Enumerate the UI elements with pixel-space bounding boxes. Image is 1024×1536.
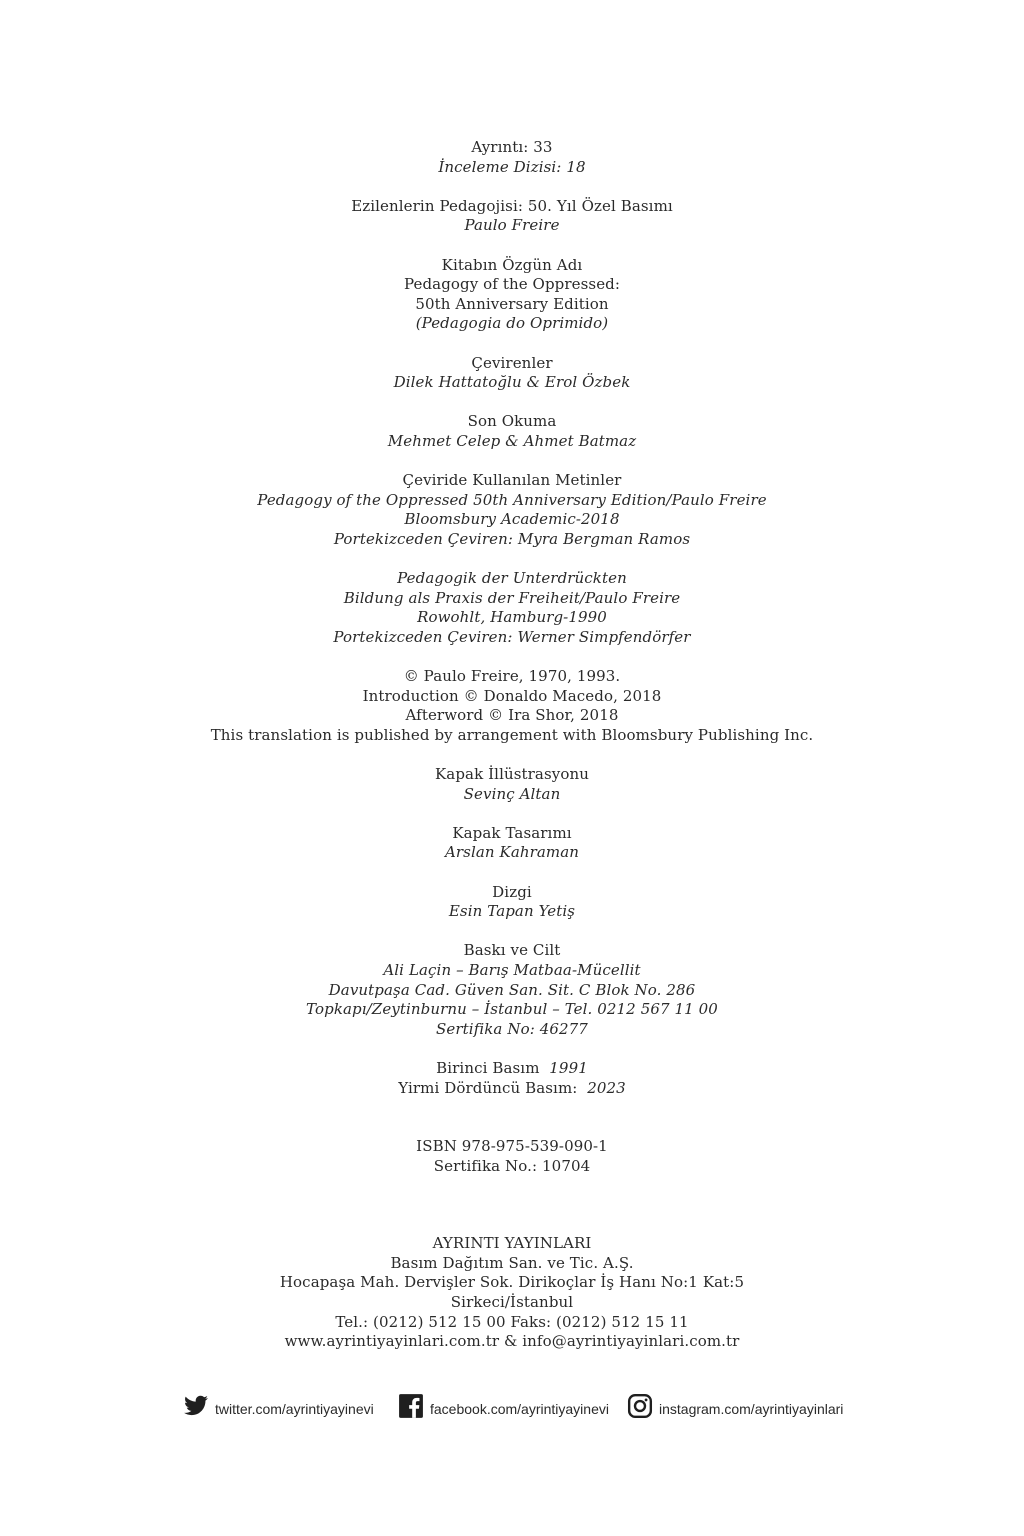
copyright-line: © Paulo Freire, 1970, 1993. <box>403 667 621 686</box>
current-edition <box>0 1079 1024 1099</box>
instagram-icon <box>627 1393 653 1419</box>
source-text-line: Pedagogy of the Oppressed 50th Anniversary Edition/Paulo Freire <box>257 490 767 509</box>
source-texts-label: Çeviride Kullanılan Metinler <box>402 471 622 490</box>
cover-illustration <box>0 765 1024 804</box>
instagram-link[interactable] <box>627 1390 843 1422</box>
cover-design-name: Arslan Kahraman <box>444 843 580 862</box>
translators <box>0 354 1024 393</box>
original-title-line: (Pedagogia do Oprimido) <box>415 314 609 333</box>
facebook-link[interactable] <box>398 1390 609 1422</box>
printing <box>0 941 1024 1039</box>
source-texts-second <box>0 569 1024 647</box>
original-title-line: Pedagogy of the Oppressed: <box>403 275 621 294</box>
source-text-line: Rowohlt, Hamburg-1990 <box>417 608 607 627</box>
twitter-icon <box>183 1393 209 1419</box>
source-text-line: Portekizceden Çeviren: Werner Simpfendörfer <box>333 627 691 646</box>
publisher-phone: Tel.: (0212) 512 15 00 Faks: (0212) 512 15 11 <box>335 1312 689 1331</box>
first-edition <box>0 1059 1024 1079</box>
colophon <box>0 138 1024 1371</box>
book-title: Ezilenlerin Pedagojisi: 50. Yıl Özel Basımı <box>351 196 673 215</box>
original-title-label: Kitabın Özgün Adı <box>441 255 583 274</box>
typesetting <box>0 883 1024 922</box>
book-info <box>0 197 1024 236</box>
printing-line: Davutpaşa Cad. Güven San. Sit. C Blok No. 286 <box>328 980 696 999</box>
series-number: İnceleme Dizisi: 18 <box>438 157 586 176</box>
book-author: Paulo Freire <box>464 216 560 235</box>
copyright-line: Introduction © Donaldo Macedo, 2018 <box>362 686 662 705</box>
printing-line: Sertifika No: 46277 <box>436 1019 588 1038</box>
first-edition-label: Birinci Basım <box>436 1058 540 1077</box>
publisher-city: Sirkeci/İstanbul <box>450 1293 574 1312</box>
printing-line: Topkapı/Zeytinburnu – İstanbul – Tel. 0212 567 11 00 <box>306 1000 718 1019</box>
identifiers <box>0 1137 1024 1176</box>
cover-design-label: Kapak Tasarımı <box>452 823 572 842</box>
facebook-handle: facebook.com/ayrintiyayinevi <box>430 1401 609 1417</box>
cover-design <box>0 824 1024 863</box>
publisher-info <box>0 1234 1024 1352</box>
current-edition-year: 2023 <box>587 1078 626 1097</box>
printing-line: Ali Laçin – Barış Matbaa-Mücellit <box>383 960 641 979</box>
twitter-handle: twitter.com/ayrintiyayinevi <box>215 1401 374 1417</box>
typesetting-name: Esin Tapan Yetiş <box>448 902 576 921</box>
printing-label: Baskı ve Cilt <box>463 941 561 960</box>
isbn: ISBN 978-975-539-090-1 <box>416 1137 608 1156</box>
cover-illustration-label: Kapak İllüstrasyonu <box>435 765 589 783</box>
first-edition-year: 1991 <box>549 1058 588 1077</box>
source-texts <box>0 471 1024 549</box>
publisher-address: Hocapaşa Mah. Dervişler Sok. Dirikoçlar İş Hanı No:1 Kat:5 <box>279 1273 745 1292</box>
translators-names: Dilek Hattatoğlu & Erol Özbek <box>393 373 631 392</box>
certificate-number: Sertifika No.: 10704 <box>433 1156 591 1175</box>
proofreading <box>0 412 1024 451</box>
typesetting-label: Dizgi <box>492 882 532 901</box>
translators-label: Çevirenler <box>471 353 553 372</box>
source-text-line: Pedagogik der Unterdrückten <box>397 569 627 588</box>
original-title-line: 50th Anniversary Edition <box>415 294 609 313</box>
publisher-name: AYRINTI YAYINLARI <box>432 1234 592 1253</box>
source-text-line: Bildung als Praxis der Freiheit/Paulo Freire <box>343 588 681 607</box>
social-links <box>0 1390 1024 1422</box>
copyright <box>0 667 1024 745</box>
editions <box>0 1059 1024 1098</box>
current-edition-label: Yirmi Dördüncü Basım: <box>398 1078 578 1097</box>
original-title <box>0 256 1024 334</box>
publisher-number: Ayrıntı: 33 <box>471 138 553 156</box>
proofreading-label: Son Okuma <box>467 412 557 431</box>
copyright-line: This translation is published by arrangement with Bloomsbury Publishing Inc. <box>210 725 814 744</box>
source-text-line: Portekizceden Çeviren: Myra Bergman Ramos <box>333 529 691 548</box>
copyright-line: Afterword © Ira Shor, 2018 <box>405 706 619 725</box>
facebook-icon <box>398 1393 424 1419</box>
publisher-company: Basım Dağıtım San. ve Tic. A.Ş. <box>390 1253 634 1272</box>
instagram-handle: instagram.com/ayrintiyayinlari <box>659 1401 844 1417</box>
twitter-link[interactable] <box>183 1390 374 1422</box>
series-info <box>0 138 1024 177</box>
cover-illustration-name: Sevinç Altan <box>463 784 561 803</box>
source-text-line: Bloomsbury Academic-2018 <box>404 510 620 529</box>
publisher-web[interactable]: www.ayrintiyayinlari.com.tr & info@ayrintiyayinlari.com.tr <box>284 1332 740 1351</box>
proofreading-names: Mehmet Celep & Ahmet Batmaz <box>387 431 637 450</box>
